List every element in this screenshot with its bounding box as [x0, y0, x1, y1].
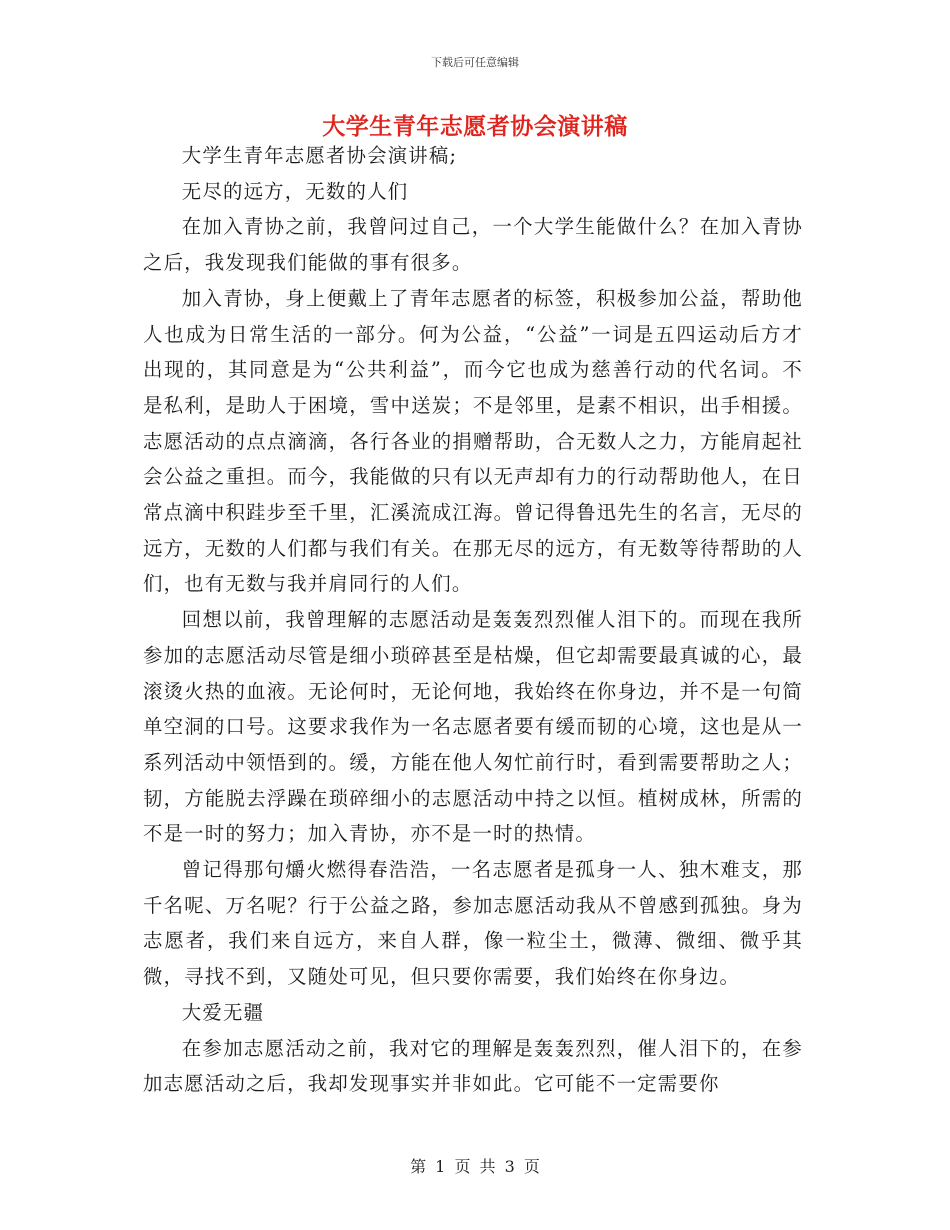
document-title: 大学生青年志愿者协会演讲稿	[322, 113, 628, 140]
section-heading: 大爱无疆	[181, 1000, 265, 1024]
body-paragraph: 在加入青协之前，我曾问过自己，一个大学生能做什么？在加入青协之后，我发现我们能做的事有很多。	[143, 215, 803, 275]
page-number-footer: 第 1 页 共 3 页	[410, 1157, 540, 1176]
body-paragraph: 在参加志愿活动之前，我对它的理解是轰轰烈烈，催人泪下的，在参加志愿活动之后，我却发现事实并非如此。它可能不一定需要你	[143, 1036, 803, 1096]
body-paragraph: 加入青协，身上便戴上了青年志愿者的标签，积极参加公益，帮助他人也成为日常生活的一部分。何为公益，“公益”一词是五四运动后方才出现的，其同意是为“公共利益”，而今它也成为慈善行动的代名词。不是私利，是助人于困境，雪中送炭；不是邻里，是素不相识，出手相援。志愿活动的点点滴滴，各行各业的捐赠帮助，合无数人之力，方能肩起社会公益之重担。而今，我能做的只有以无声却有力的行动帮助他人，在日常点滴中积跬步至千里，汇溪流成江海。曾记得鲁迅先生的名言，无尽的远方，无数的人们都与我们有关。在那无尽的远方，有无数等待帮助的人们，也有无数与我并肩同行的人们。	[143, 286, 803, 596]
body-paragraph: 无尽的远方，无数的人们	[181, 179, 409, 203]
document-body	[143, 138, 803, 1102]
body-paragraph: 大学生青年志愿者协会演讲稿;	[181, 144, 458, 167]
page-header-note: 下载后可任意编辑	[431, 56, 519, 69]
body-paragraph: 曾记得那句爝火燃得春浩浩，一名志愿者是孤身一人、独木难支，那千名呢、万名呢？行于公益之路，参加志愿活动我从不曾感到孤独。身为志愿者，我们来自远方，来自人群，像一粒尘土，微薄、微细、微乎其微，寻找不到，又随处可见，但只要你需要，我们始终在你身边。	[143, 858, 803, 989]
body-paragraph: 回想以前，我曾理解的志愿活动是轰轰烈烈催人泪下的。而现在我所参加的志愿活动尽管是细小琐碎甚至是枯燥，但它却需要最真诚的心，最滚烫火热的血液。无论何时，无论何地，我始终在你身边，并不是一句简单空洞的口号。这要求我作为一名志愿者要有缓而韧的心境，这也是从一系列活动中领悟到的。缓，方能在他人匆忙前行时，看到需要帮助之人；韧，方能脱去浮躁在琐碎细小的志愿活动中持之以恒。植树成林，所需的不是一时的努力；加入青协，亦不是一时的热情。	[143, 608, 803, 846]
